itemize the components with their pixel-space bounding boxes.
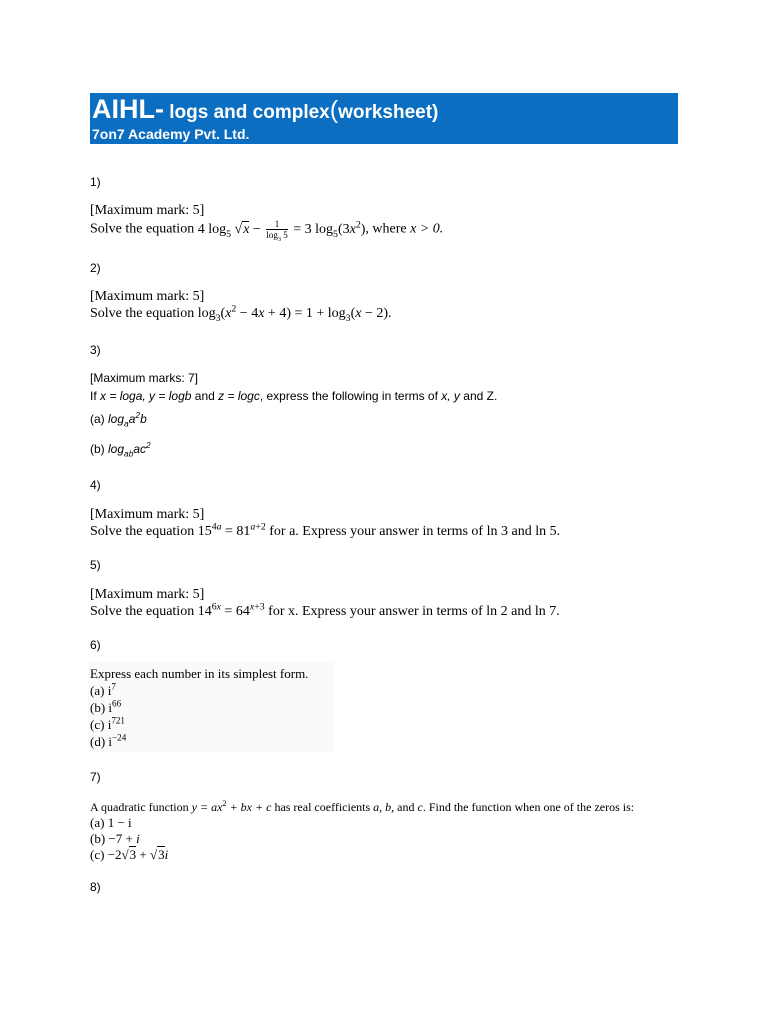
question-6-part-a: (a) $i^7$ [90, 681, 116, 698]
q3-b-expr: $\log_{ab}ac^2$ [108, 440, 151, 459]
q3-a-label: (a) [90, 412, 105, 426]
worksheet-title [92, 94, 438, 125]
question-5-text [90, 603, 560, 620]
question-6-part-d: (d) $i^{-24}$ [90, 732, 127, 749]
q3-tail: , express the following in terms of [259, 389, 438, 403]
question-6-part-b: (b) $i^{66}$ [90, 698, 122, 715]
question-3-text [90, 389, 497, 404]
q3-vars: x, y [441, 389, 460, 403]
title-paren: ( [329, 96, 339, 124]
q6-c-label: (c) [90, 717, 105, 732]
question-1-number: 1) [90, 175, 101, 189]
question-3-number: 3) [90, 343, 101, 357]
question-7-part-b: (b) −7 + i [90, 831, 140, 846]
question-4-mark: [Maximum mark: 5] [90, 507, 205, 522]
question-7-number: 7) [90, 770, 101, 784]
q5-text-rest: for x. Express your answer in terms of ln 2 and ln 7. [264, 604, 560, 619]
question-3-part-b [90, 442, 151, 457]
q6-a-label: (a) [90, 683, 105, 698]
question-1-mark: [Maximum mark: 5] [90, 203, 205, 218]
q1-equation: 4 $\log_5 √x$ − $\frac{1}{\log_3 5}$ = 3 $\log_5(3x^2)$ [197, 219, 366, 243]
question-4-number: 4) [90, 478, 101, 492]
q2-prefix: Solve the equation [90, 306, 198, 321]
q6-d-label: (d) [90, 734, 106, 749]
q3-a-expr: $\log_aa^2b$ [108, 410, 147, 429]
q7-function: $y = ax^2$ + bx + c [191, 799, 272, 814]
question-7-part-a: (a) 1 − i [90, 815, 132, 830]
question-7-intro [90, 799, 634, 815]
title-end: worksheet) [338, 102, 439, 123]
question-3-part-a [90, 412, 147, 427]
q1-prefix: Solve the equation [90, 221, 198, 237]
q7-a-label: (a) [90, 815, 105, 830]
q3-def-z: z = logc [218, 389, 260, 403]
q5-prefix: Solve the equation [90, 604, 198, 619]
q6-b-label: (b) [90, 700, 106, 715]
question-6-part-c: (c) $i^{721}$ [90, 715, 125, 732]
q7-c-label: (c) [90, 847, 105, 862]
question-4-text [90, 523, 560, 540]
question-1-text [90, 219, 444, 243]
q3-b-label: (b) [90, 442, 105, 456]
title-sub: logs and complex [163, 102, 330, 123]
q4-prefix: Solve the equation [90, 524, 198, 539]
q7-coeffs: a, b [373, 800, 392, 814]
q3-mid: and [194, 389, 215, 403]
q7-coeff-c: c [417, 800, 423, 814]
q1-condition: x > 0. [410, 221, 444, 237]
question-6-number: 6) [90, 638, 101, 652]
q5-equation: $14^{6x} = 64^{x+3}$ [197, 601, 265, 619]
question-2-number: 2) [90, 261, 101, 275]
q3-intro: If [90, 389, 97, 403]
q4-text-rest: for a. Express your answer in terms of ln 3 and ln 5. [265, 524, 561, 539]
question-8-number: 8) [90, 880, 101, 894]
q7-intro-b: has real coefficients [271, 800, 374, 814]
worksheet-header-banner [90, 93, 678, 144]
question-2-mark: [Maximum mark: 5] [90, 289, 205, 304]
question-7-part-c: (c) −2√3 + √3i [90, 847, 169, 862]
q7-intro-c: , and [391, 800, 418, 814]
question-6-intro: Express each number in its simplest form. [90, 666, 309, 681]
q7-b-label: (b) [90, 831, 106, 846]
question-5-number: 5) [90, 558, 101, 572]
question-2-text [90, 305, 392, 322]
q7-intro-d: . Find the function when one of the zeros is: [422, 800, 635, 814]
q2-equation: $\log_3(x^2 - 4x + 4) = 1 + \log_3(x - 2)$. [197, 303, 392, 324]
q3-tail2: and Z. [463, 389, 498, 403]
academy-name: 7on7 Academy Pvt. Ltd. [92, 126, 250, 142]
q1-suffix: , where [365, 221, 411, 237]
question-5-mark: [Maximum mark: 5] [90, 587, 205, 602]
q7-intro-a: A quadratic function [90, 800, 192, 814]
q3-defs-xy: x = loga, y = logb [100, 389, 192, 403]
title-main: AIHL- [92, 94, 164, 124]
question-3-mark: [Maximum marks: 7] [90, 371, 199, 385]
q4-equation: $15^{4a} = 81^{a+2}$ [197, 521, 266, 539]
